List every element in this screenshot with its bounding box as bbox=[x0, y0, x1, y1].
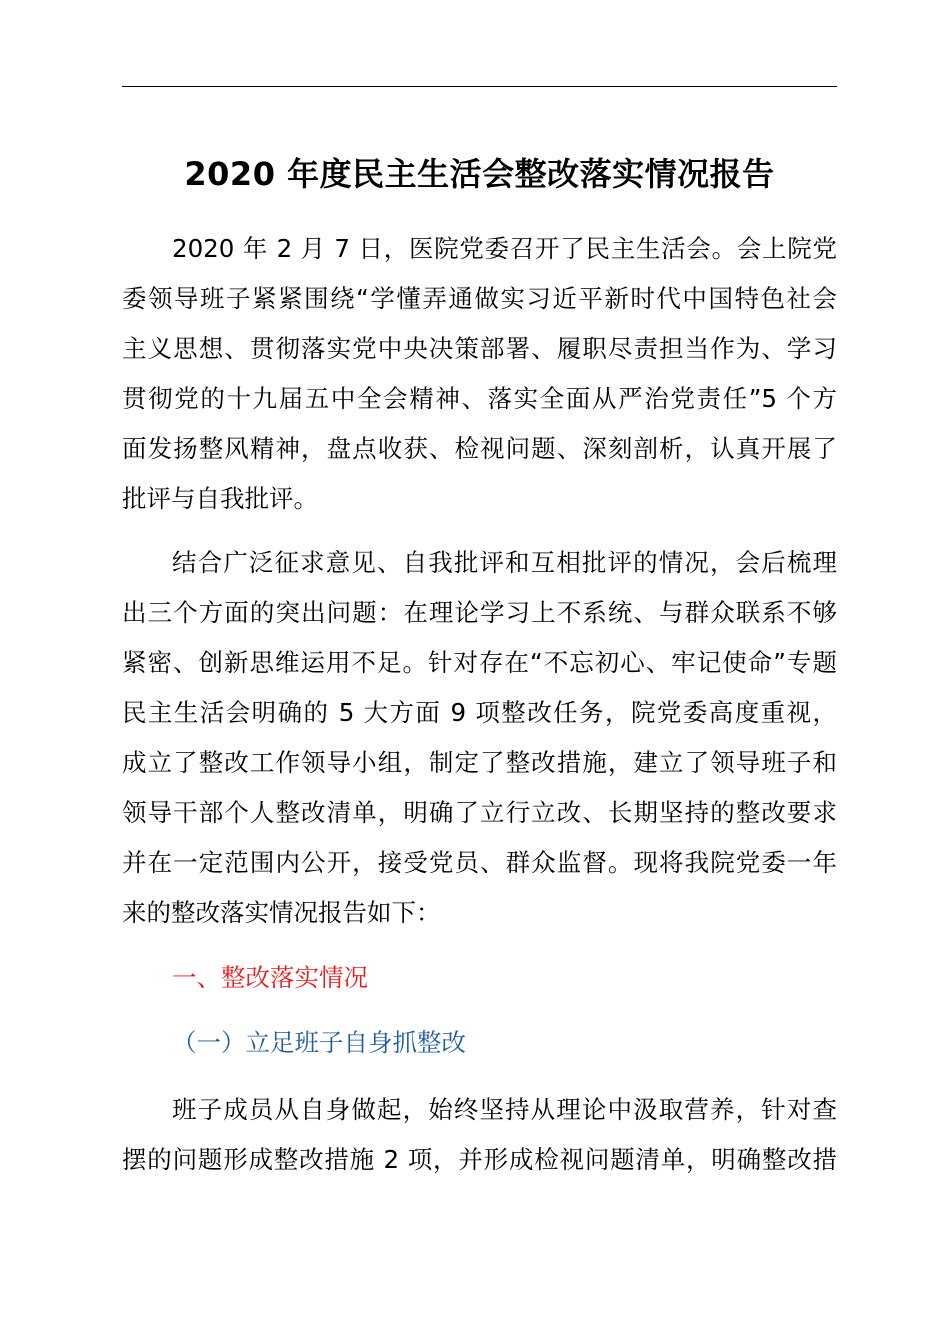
paragraph-line: 来的整改落实情况报告如下： bbox=[122, 898, 441, 927]
paragraph-line: 主义思想、贯彻落实党中央决策部署、履职尽责担当作为、学习 bbox=[122, 334, 837, 363]
paragraph-line: 出三个方面的突出问题：在理论学习上不系统、与群众联系不够 bbox=[122, 598, 837, 627]
header-rule bbox=[122, 86, 837, 87]
paragraph-line: 并在一定范围内公开，接受党员、群众监督。现将我院党委一年 bbox=[122, 848, 837, 877]
paragraph-line: 摆的问题形成整改措施 2 项，并形成检视问题清单，明确整改措 bbox=[122, 1145, 837, 1174]
paragraph-line: 委领导班子紧紧围绕“学懂弄通做实习近平新时代中国特色社会 bbox=[122, 284, 837, 313]
subsection-heading: （一）立足班子自身抓整改 bbox=[172, 1028, 466, 1057]
document-title: 2020 年度民主生活会整改落实情况报告 bbox=[184, 155, 775, 193]
paragraph-issues bbox=[122, 538, 837, 938]
paragraph-intro bbox=[122, 224, 837, 524]
paragraph-line: 班子成员从自身做起，始终坚持从理论中汲取营养，针对查 bbox=[172, 1095, 837, 1124]
paragraph-line: 紧密、创新思维运用不足。针对存在“不忘初心、牢记使命”专题 bbox=[122, 648, 837, 677]
section-heading: 一、整改落实情况 bbox=[172, 963, 368, 992]
paragraph-team bbox=[122, 1085, 837, 1185]
paragraph-line: 2020 年 2 月 7 日，医院党委召开了民主生活会。会上院党 bbox=[172, 234, 837, 263]
paragraph-line: 批评与自我批评。 bbox=[122, 484, 318, 513]
paragraph-line: 结合广泛征求意见、自我批评和互相批评的情况，会后梳理 bbox=[172, 548, 837, 577]
paragraph-line: 面发扬整风精神，盘点收获、检视问题、深刻剖析，认真开展了 bbox=[122, 434, 837, 463]
paragraph-line: 领导干部个人整改清单，明确了立行立改、长期坚持的整改要求 bbox=[122, 798, 837, 827]
paragraph-line: 成立了整改工作领导小组，制定了整改措施，建立了领导班子和 bbox=[122, 748, 837, 777]
paragraph-line: 民主生活会明确的 5 大方面 9 项整改任务，院党委高度重视， bbox=[122, 698, 837, 727]
paragraph-line: 贯彻党的十九届五中全会精神、落实全面从严治党责任”5 个方 bbox=[122, 384, 837, 413]
